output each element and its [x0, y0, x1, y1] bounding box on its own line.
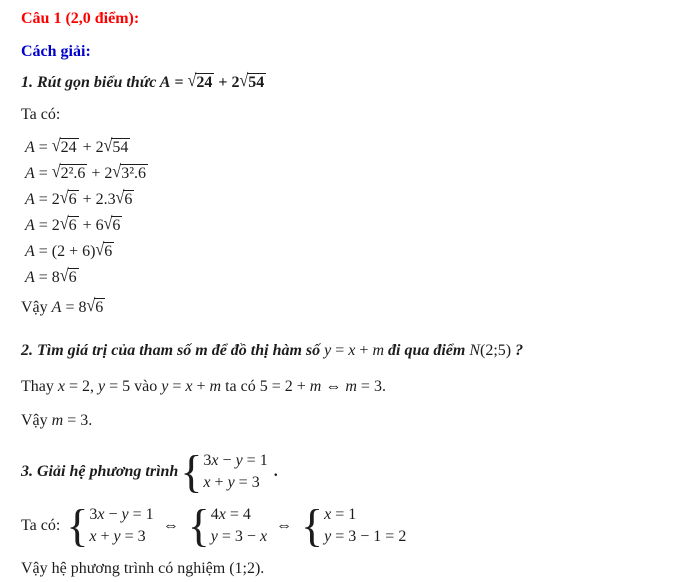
math-variable: y	[210, 528, 218, 545]
system-line	[89, 504, 153, 526]
part1-conclusion	[21, 296, 682, 320]
math-variable: A	[25, 139, 35, 156]
math-variable: x	[57, 378, 65, 395]
left-brace-glyph: {	[66, 500, 89, 552]
radicand: 6	[68, 191, 77, 208]
square-root	[103, 214, 123, 234]
left-brace-glyph: {	[180, 446, 203, 498]
square-root	[59, 188, 79, 208]
math-text: = 4	[225, 506, 251, 523]
part3-conclusion: Vậy hệ phương trình có nghiệm (1;2).	[21, 560, 265, 577]
square-root	[51, 136, 79, 156]
square-root	[187, 71, 215, 91]
math-text: = 2,	[64, 378, 99, 395]
math-text: −	[218, 452, 236, 469]
math-variable: x	[211, 452, 219, 469]
math-text: +	[192, 378, 210, 395]
math-variable: x	[348, 342, 356, 359]
math-variable: y	[324, 528, 332, 545]
radical-sign: √	[187, 71, 197, 91]
math-text: Vậy	[21, 299, 52, 316]
math-variable: A	[25, 191, 35, 208]
square-root	[51, 162, 88, 182]
math-text: = 1	[242, 452, 268, 469]
method-heading: Cách giải:	[21, 43, 91, 60]
radicand: 2².6	[60, 165, 86, 182]
square-root	[103, 136, 131, 156]
part1-taco-label: Ta có:	[21, 106, 61, 123]
math-text: −	[104, 506, 122, 523]
math-text: + 2	[214, 74, 240, 91]
equation-line-3	[25, 188, 682, 212]
math-text: =	[34, 165, 52, 182]
square-root	[112, 162, 148, 182]
system-line	[324, 526, 406, 548]
equation-system-step-1	[66, 500, 154, 552]
math-text: + 6	[78, 217, 104, 234]
question-heading: Câu 1 (2,0 điểm):	[21, 10, 140, 27]
math-variable: m	[309, 378, 322, 395]
part3-working-line	[21, 500, 682, 552]
math-variable: y	[98, 378, 106, 395]
math-variable: A	[25, 165, 35, 182]
square-root	[59, 266, 79, 286]
radicand: 24	[60, 139, 77, 156]
system-line	[89, 526, 153, 548]
math-text: =	[170, 74, 188, 91]
math-text: 3	[203, 452, 212, 469]
math-variable: x	[185, 378, 193, 395]
math-text: ⇔	[321, 378, 346, 395]
math-variable: A	[25, 217, 35, 234]
radicand: 6	[95, 299, 104, 316]
radicand: 54	[248, 74, 265, 91]
math-text: (2;5)	[480, 342, 512, 359]
radicand: 6	[68, 269, 77, 286]
radical-sign: √	[103, 214, 113, 234]
part2-title-math-2	[469, 342, 511, 359]
math-text: =	[168, 378, 186, 395]
part2-title	[21, 338, 682, 364]
math-text: = 1	[331, 506, 357, 523]
math-variable: A	[25, 243, 35, 260]
math-variable: y	[324, 342, 332, 359]
part2-title-text-1: 2. Tìm giá trị của tham số m để đồ thị hàm số	[21, 342, 325, 359]
math-text: 3	[89, 506, 98, 523]
math-text: = 3	[120, 528, 146, 545]
math-text: = 3.	[356, 378, 386, 395]
math-text: = 3 − 1 = 2	[331, 528, 407, 545]
part3-taco-label: Ta có:	[21, 517, 61, 534]
equation-line-5	[25, 240, 682, 264]
system-line	[324, 504, 406, 526]
radicand: 6	[124, 191, 133, 208]
radical-sign: √	[51, 162, 61, 182]
equation-line-6	[25, 266, 682, 290]
radicand: 24	[196, 74, 213, 91]
math-variable: A	[25, 269, 35, 286]
math-variable: m	[372, 342, 384, 359]
radicand: 3².6	[121, 165, 146, 182]
math-variable: x	[218, 506, 226, 523]
equation-system-given	[180, 446, 268, 498]
math-text: + 2	[78, 139, 104, 156]
math-text: +	[96, 528, 114, 545]
math-text: = 3 −	[217, 528, 260, 545]
system-line	[211, 504, 267, 526]
left-brace-glyph: {	[187, 500, 210, 552]
equation-line-2	[25, 162, 682, 186]
radical-sign: √	[59, 188, 69, 208]
math-variable: y	[121, 506, 129, 523]
square-root	[95, 240, 114, 260]
part3-title-text: 3. Giải hệ phương trình	[21, 463, 179, 480]
math-variable: y	[113, 528, 121, 545]
math-text: = 8	[61, 299, 87, 316]
radical-sign: √	[86, 296, 96, 316]
math-variable: m	[345, 378, 357, 395]
math-text: =	[331, 342, 349, 359]
math-variable: y	[235, 452, 243, 469]
math-text: + 2.3	[78, 191, 116, 208]
part2-title-question-mark: ?	[515, 342, 524, 359]
math-text: ta có 5 = 2 +	[221, 378, 310, 395]
math-text: = 3.	[63, 412, 93, 429]
radicand: 6	[112, 217, 121, 234]
equivalence-arrow: ⇔	[276, 517, 293, 534]
math-variable: x	[97, 506, 105, 523]
part3-title	[21, 446, 682, 498]
math-variable: x	[203, 474, 211, 491]
system-line	[203, 472, 267, 494]
math-text: = 2	[34, 217, 60, 234]
part2-title-text-2: đi qua điểm	[388, 342, 470, 359]
equivalence-arrow: ⇔	[162, 517, 179, 534]
math-text: + 2	[87, 165, 113, 182]
radical-sign: √	[95, 240, 105, 260]
radicand: 6	[68, 217, 77, 234]
radical-sign: √	[112, 162, 122, 182]
system-line	[211, 526, 267, 548]
math-text: =	[34, 139, 52, 156]
radicand: 6	[104, 243, 113, 260]
math-text: Vậy	[21, 412, 52, 429]
math-variable: A	[159, 74, 171, 91]
title-period: .	[273, 463, 278, 480]
equation-system-step-2	[187, 500, 268, 552]
math-variable: y	[161, 378, 169, 395]
system-line	[203, 450, 267, 472]
equation-line-4	[25, 214, 682, 238]
square-root	[115, 188, 135, 208]
math-text: +	[210, 474, 228, 491]
math-text: Thay	[21, 378, 58, 395]
math-variable: N	[469, 342, 481, 359]
math-variable: A	[51, 299, 62, 316]
radical-sign: √	[59, 266, 69, 286]
left-brace-glyph: {	[301, 500, 324, 552]
radical-sign: √	[59, 214, 69, 234]
part1-title-math	[159, 71, 266, 91]
radical-sign: √	[103, 136, 113, 156]
part2-title-math-1	[324, 342, 384, 359]
equation-system-step-3	[301, 500, 407, 552]
part1-title	[21, 70, 682, 96]
radical-sign: √	[239, 71, 249, 91]
math-variable: x	[89, 528, 97, 545]
radical-sign: √	[51, 136, 61, 156]
square-root	[86, 296, 105, 316]
part2-substitution-line	[21, 376, 682, 398]
math-text: +	[355, 342, 373, 359]
math-text: = 3	[234, 474, 260, 491]
math-text: = (2 + 6)	[34, 243, 96, 260]
math-text: = 1	[128, 506, 154, 523]
math-text: = 2	[34, 191, 60, 208]
math-variable: m	[51, 412, 64, 429]
square-root	[59, 214, 79, 234]
part2-conclusion	[21, 410, 682, 432]
math-text: = 5 vào	[105, 378, 162, 395]
math-text: = 8	[34, 269, 60, 286]
square-root	[239, 71, 267, 91]
math-text: 4	[210, 506, 219, 523]
radicand: 54	[112, 139, 129, 156]
math-variable: x	[324, 506, 332, 523]
radical-sign: √	[115, 188, 125, 208]
math-variable: y	[227, 474, 235, 491]
equation-line-1	[25, 136, 682, 160]
part1-title-text: 1. Rút gọn biểu thức	[21, 74, 160, 91]
math-variable: x	[259, 528, 268, 545]
math-variable: m	[209, 378, 222, 395]
